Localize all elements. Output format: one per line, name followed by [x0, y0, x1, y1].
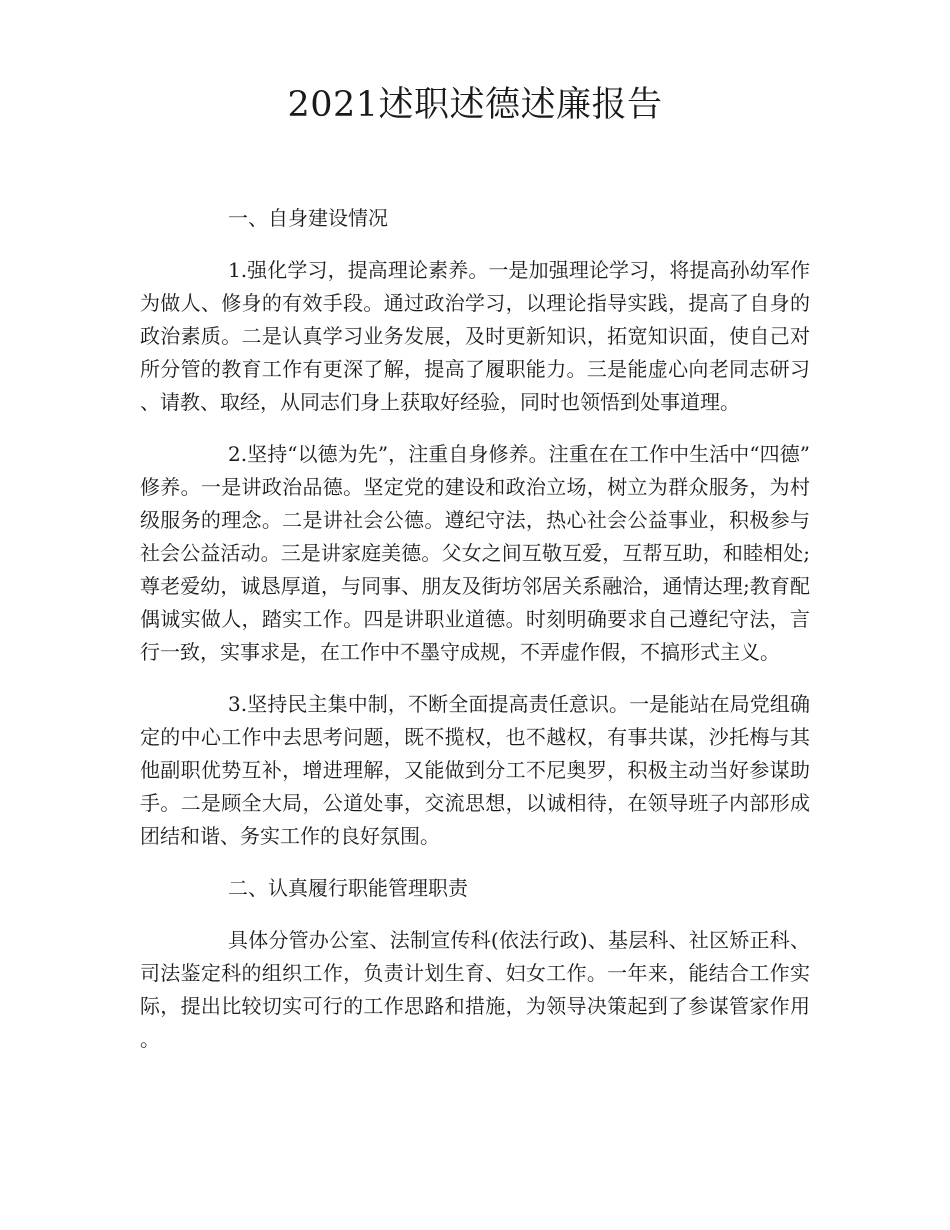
section-heading-1: 一、自身建设情况 [228, 206, 388, 230]
paragraph-morality: 2.坚持“以德为先”，注重自身修养。注重在在工作中生活中“四德”修养。一是讲政治品德。坚定党的建设和政治立场，树立为群众服务，为村级服务的理念。二是讲社会公德。遵纪守法，热心社会公益事业，积极参与社会公益活动。三是讲家庭美德。父女之间互敬互爱，互帮互助，和睦相处;尊老爱幼，诚恳厚道，与同事、朋友及街坊邻居关系融洽，通情达理;教育配偶诚实做人，踏实工作。四是讲职业道德。时刻明确要求自己遵纪守法，言行一致，实事求是，在工作中不墨守成规，不弄虚作假，不搞形式主义。 [140, 442, 810, 664]
paragraph-democracy: 3.坚持民主集中制，不断全面提高责任意识。一是能站在局党组确定的中心工作中去思考问题，既不揽权，也不越权，有事共谋，沙托梅与其他副职优势互补，增进理解，又能做到分工不尼奥罗，积极主动当好参谋助手。二是顾全大局，公道处事，交流思想，以诚相待，在领导班子内部形成团结和谐、务实工作的良好氛围。 [140, 692, 810, 848]
paragraph-duties: 具体分管办公室、法制宣传科(依法行政)、基层科、社区矫正科、司法鉴定科的组织工作，负责计划生育、妇女工作。一年来，能结合工作实际，提出比较切实可行的工作思路和措施，为领导决策起到了参谋管家作用。 [140, 928, 810, 1051]
paragraph-study: 1.强化学习，提高理论素养。一是加强理论学习，将提高孙幼军作为做人、修身的有效手段。通过政治学习，以理论指导实践，提高了自身的政治素质。二是认真学习业务发展，及时更新知识，拓宽知识面，使自己对所分管的教育工作有更深了解，提高了履职能力。三是能虚心向老同志研习、请教、取经，从同志们身上获取好经验，同时也领悟到处事道理。 [140, 258, 810, 414]
section-heading-2: 二、认真履行职能管理职责 [228, 876, 468, 900]
document-body [140, 202, 810, 1075]
document-title: 2021述职述德述廉报告 [287, 85, 663, 125]
